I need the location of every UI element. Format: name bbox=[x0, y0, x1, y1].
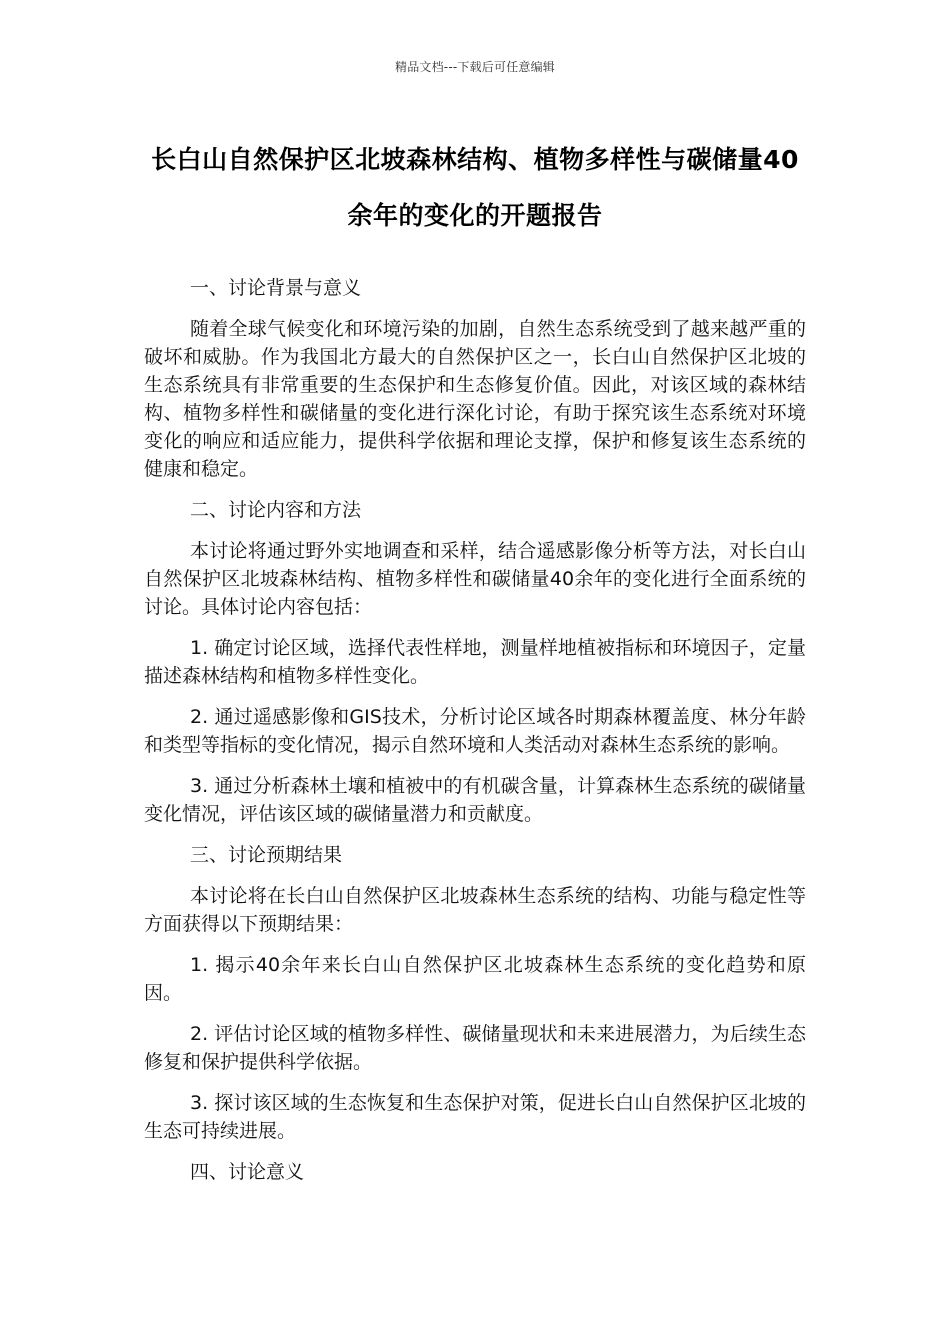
list-item: 1. 揭示40余年来长白山自然保护区北坡森林生态系统的变化趋势和原因。 bbox=[144, 954, 806, 1004]
list-item: 3. 通过分析森林土壤和植被中的有机碳含量，计算森林生态系统的碳储量变化情况，评估该区域的碳储量潜力和贡献度。 bbox=[144, 775, 806, 825]
section-heading-significance: 四、讨论意义 bbox=[190, 1161, 305, 1183]
list-item: 2. 通过遥感影像和GIS技术，分析讨论区域各时期森林覆盖度、林分年龄和类型等指标的变化情况，揭示自然环境和人类活动对森林生态系统的影响。 bbox=[144, 706, 806, 756]
paragraph-content-methods: 本讨论将通过野外实地调查和采样，结合遥感影像分析等方法，对长白山自然保护区北坡森林结构、植物多样性和碳储量40余年的变化进行全面系统的讨论。具体讨论内容包括： bbox=[144, 540, 806, 618]
section-heading-content-methods: 二、讨论内容和方法 bbox=[190, 499, 362, 521]
document-title: 长白山自然保护区北坡森林结构、植物多样性与碳储量40余年的变化的开题报告 bbox=[151, 145, 799, 230]
paragraph-expected-results: 本讨论将在长白山自然保护区北坡森林生态系统的结构、功能与稳定性等方面获得以下预期结果： bbox=[144, 885, 806, 935]
paragraph-background: 随着全球气候变化和环境污染的加剧，自然生态系统受到了越来越严重的破坏和威胁。作为我国北方最大的自然保护区之一，长白山自然保护区北坡的生态系统具有非常重要的生态保护和生态修复价值。因此，对该区域的森林结构、植物多样性和碳储量的变化进行深化讨论，有助于探究该生态系统对环境变化的响应和适应能力，提供科学依据和理论支撑，保护和修复该生态系统的健康和稳定。 bbox=[144, 318, 806, 480]
list-item: 1. 确定讨论区域，选择代表性样地，测量样地植被指标和环境因子，定量描述森林结构和植物多样性变化。 bbox=[144, 637, 806, 687]
document-body bbox=[144, 274, 806, 1199]
list-item: 2. 评估讨论区域的植物多样性、碳储量现状和未来进展潜力，为后续生态修复和保护提供科学依据。 bbox=[144, 1023, 806, 1073]
section-heading-background: 一、讨论背景与意义 bbox=[190, 277, 362, 299]
section-heading-expected-results: 三、讨论预期结果 bbox=[190, 844, 343, 866]
header-note: 精品文档---下载后可任意编辑 bbox=[395, 60, 555, 74]
list-item: 3. 探讨该区域的生态恢复和生态保护对策，促进长白山自然保护区北坡的生态可持续进展。 bbox=[144, 1092, 806, 1142]
